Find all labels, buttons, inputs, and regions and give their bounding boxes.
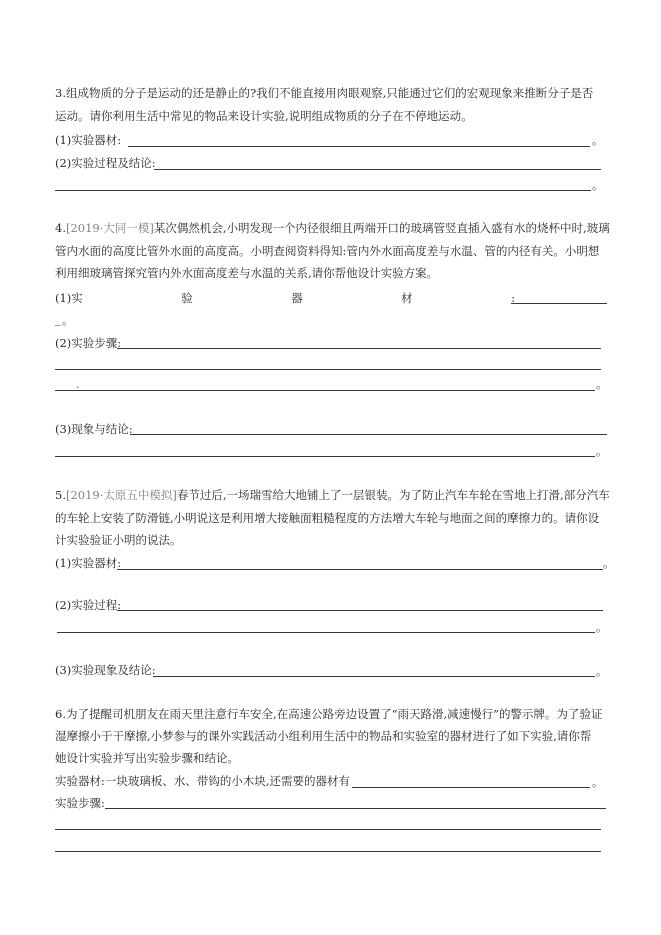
- answer-line[interactable]: [352, 787, 590, 788]
- q4-stem-text: 某次偶然机会,小明发现一个内径很细且两端开口的玻璃管竖直插入盛有水的烧杯中时,玻璃: [153, 221, 610, 235]
- answer-line[interactable]: [154, 169, 601, 170]
- q5-process-label: (2)实验过程:: [55, 598, 122, 612]
- q5-source-tag: [2019·太原五中模拟]: [65, 488, 177, 502]
- answer-line[interactable]: [511, 303, 607, 304]
- q5-stem-text: 春节过后,一场瑞雪给大地铺上了一层银装。为了防止汽车车轮在雪地上打滑,部分汽车: [176, 488, 610, 502]
- label-char: 材: [401, 291, 413, 305]
- period: 。: [596, 664, 608, 678]
- underscore-continuation: _: [55, 312, 61, 326]
- q6-materials-label: 实验器材:一块玻璃板、水、带钩的小木块,还需要的器材有: [55, 774, 351, 788]
- q5-stem-line2: 的车轮上安装了防滑链,小明说这是利用增大接触面粗糙程度的方法增大车轮与地面之间的摩擦力的。请你设: [55, 511, 600, 525]
- period: 。: [596, 444, 608, 458]
- q4-number: 4.: [55, 221, 66, 235]
- label-char: :: [511, 291, 515, 305]
- q4-stem-line2: 管内水面的高度比管外水面的高度高。小明查阅资料得知:管内外水面高度差与水温、管的内径有关。小明想: [55, 244, 600, 258]
- label-char: (1)实: [55, 291, 83, 305]
- answer-line[interactable]: [105, 808, 606, 809]
- answer-line[interactable]: [128, 146, 590, 147]
- answer-line[interactable]: [57, 632, 595, 633]
- period: 。: [603, 556, 615, 570]
- answer-line[interactable]: [55, 390, 595, 391]
- period: 。: [592, 775, 604, 789]
- answer-line[interactable]: [117, 348, 601, 349]
- q4-steps-label: (2)实验步骤:: [55, 336, 122, 350]
- q6-stem-line1: 6.为了提醒司机朋友在雨天里注意行车安全,在高速公路旁边设置了“雨天路滑,减速慢行”的警示牌。为了验证: [55, 707, 603, 721]
- q3-stem-line1: 3.组成物质的分子是运动的还是静止的?我们不能直接用肉眼观察,只能通过它们的宏观现象来推断分子是否: [55, 86, 594, 100]
- period: 。: [592, 133, 604, 147]
- q6-steps-label: 实验步骤:: [55, 796, 105, 810]
- period: 。: [596, 620, 608, 634]
- q5-number: 5.: [55, 488, 66, 502]
- answer-line[interactable]: [55, 851, 601, 852]
- answer-line[interactable]: [130, 434, 607, 435]
- answer-line[interactable]: [117, 569, 603, 570]
- q3-stem-line2: 运动。请你利用生活中常见的物品来设计实验,说明组成物质的分子在不停地运动。: [55, 109, 473, 123]
- q5-materials-label: (1)实验器材:: [55, 556, 122, 570]
- answer-line[interactable]: [117, 610, 603, 611]
- q6-stem-line3: 她设计实验并写出实验步骤和结论。: [55, 751, 239, 765]
- stray-dot: .: [76, 377, 80, 391]
- q5-result-label: (3)实验现象及结论:: [55, 663, 156, 677]
- q5-stem-line3: 计实验验证小明的说法。: [55, 533, 182, 547]
- answer-line[interactable]: [55, 369, 601, 370]
- answer-line[interactable]: [55, 190, 591, 191]
- period: 。: [62, 313, 74, 327]
- period: 。: [592, 178, 604, 192]
- q4-stem-line1: [55, 221, 610, 235]
- answer-line[interactable]: [153, 676, 595, 677]
- period: 。: [596, 377, 608, 391]
- label-char: 器: [291, 291, 303, 305]
- q3-materials-label: (1)实验器材:: [55, 133, 122, 147]
- q4-source-tag: [2019·大同一模]: [65, 221, 154, 235]
- q4-materials-label: [55, 291, 515, 305]
- q4-result-label: (3)现象与结论:: [55, 422, 133, 436]
- q5-stem-line1: [55, 488, 610, 502]
- q6-stem-line2: 湿摩擦小于干摩擦,小梦参与的课外实践活动小组利用生活中的物品和实验室的器材进行了如下实验,请你帮: [55, 729, 592, 743]
- q4-stem-line3: 利用细玻璃管探究管内外水面高度差与水温的关系,请你帮他设计实验方案。: [55, 266, 439, 280]
- answer-line[interactable]: [55, 829, 601, 830]
- answer-line[interactable]: [55, 456, 595, 457]
- label-char: 验: [181, 291, 193, 305]
- q3-process-label: (2)实验过程及结论:: [55, 156, 156, 170]
